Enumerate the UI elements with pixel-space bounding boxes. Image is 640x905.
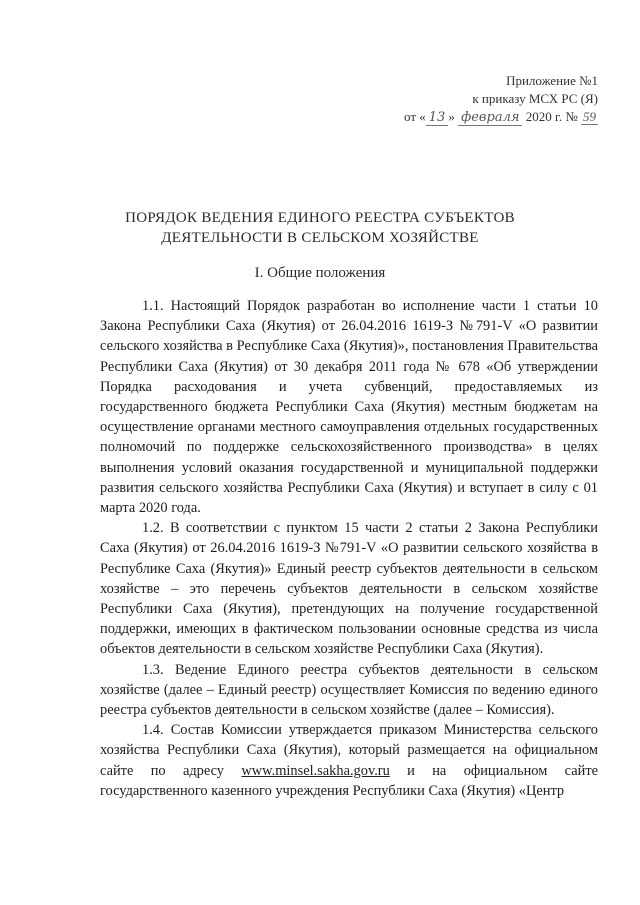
paragraph-1-4: [100, 720, 598, 801]
date-prefix: от «: [404, 109, 426, 124]
paragraph-1-4-text-start: 1.4. Состав Комиссии утверждается приказом Министерства сельского хозяйства Республики Саха (Якутия), который размещается на официальном сайте по адресу: [100, 722, 598, 779]
paragraph-1-2: 1.2. В соответствии с пунктом 15 части 2 статьи 2 Закона Республики Саха (Якутия) от 26.04.2016 1619-З №791-V «О развитии сельского хозяйства в Республике Саха (Якутия)» Единый реестр субъектов деятельности в сельском хозяйстве – это перечень субъектов деятельности в сельском хозяйстве Республики Саха (Якутия), претендующих на получение государственной поддержки, имеющих в фактическом пользовании основные средства из числа объектов деятельности в сельском хозяйстве Республики Саха (Якутия).: [100, 520, 598, 658]
appendix-order-ref: к приказу МСХ РС (Я): [472, 91, 598, 106]
appendix-header: [404, 72, 598, 127]
handwritten-day: 13: [426, 110, 449, 126]
document-title: [100, 208, 540, 248]
date-year: 2020 г. №: [525, 109, 578, 124]
handwritten-order-number: 59: [583, 109, 596, 124]
title-line-1: ПОРЯДОК ВЕДЕНИЯ ЕДИНОГО РЕЕСТРА СУБЪЕКТОВ: [125, 210, 515, 226]
appendix-title: Приложение №1: [506, 73, 598, 88]
paragraph-1-1: 1.1. Настоящий Порядок разработан во исполнение части 1 статьи 10 Закона Республики Саха (Якутия) от 26.04.2016 1619-З №791-V «О развитии сельского хозяйства в Республике Саха (Якутия)», постановления Правительства Республики Саха (Якутия) от 30 декабря 2011 года № 678 «Об утверждении Порядка расходования и учета субвенций, предоставляемых из государственного бюджета Республики Саха (Якутия) местным бюджетам на осуществление органами местного самоуправления отдельных государственных полномочий по поддержке сельскохозяйственного производства» в целях выполнения условий оказания государственной и муниципальной поддержки развития сельского хозяйства Республики Саха (Якутия) и вступает в силу с 01 марта 2020 года.: [100, 298, 598, 517]
section-heading: I. Общие положения: [254, 265, 386, 281]
document-body: [100, 296, 598, 801]
handwritten-month: февраля: [458, 110, 522, 126]
paragraph-1-4-text-end: и на официальном сайте государственного казенного учреждения Республики Саха (Якутия) «Центр: [100, 762, 598, 799]
appendix-date-line: от « 13 » февраля 2020 г. № 59: [404, 109, 596, 125]
ministry-website-link[interactable]: www.minsel.sakha.gov.ru: [241, 762, 390, 779]
paragraph-1-3: 1.3. Ведение Единого реестра субъектов деятельности в сельском хозяйстве (далее – Единый реестр) осуществляет Комиссия по ведению единого реестра субъектов деятельности в сельском хозяйстве (далее – Комиссия).: [100, 661, 598, 719]
title-line-2: ДЕЯТЕЛЬНОСТИ В СЕЛЬСКОМ ХОЗЯЙСТВЕ: [161, 230, 479, 246]
